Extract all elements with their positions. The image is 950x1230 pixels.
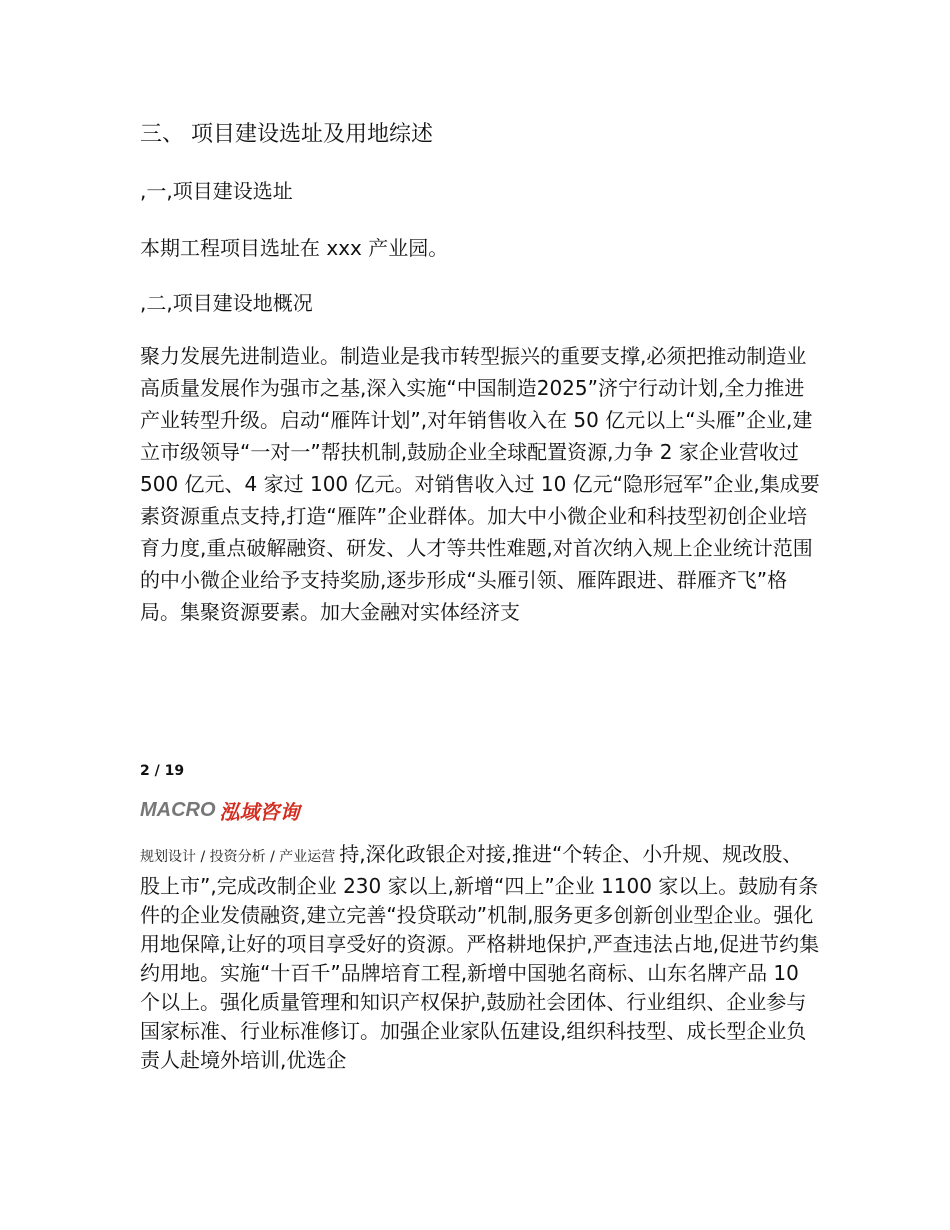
subsection-overview-title: ,二,项目建设地概况 — [140, 291, 313, 315]
logo-latin-text: MACRO — [140, 798, 216, 821]
continued-paragraph-text: 持,深化政银企对接,推进“个转企、小升规、规改股、股上市”,完成改制企业 230 家以上,新增“四上”企业 1100 家以上。鼓励有条件的企业发债融资,建立完善“投贷联动”机制,服务更多创新创业型企业。强化用地保障,让好的项目享受好的资源。严格耕地保护,严查违法占地,促进节约集约用地。实施“十百千”品牌培育工程,新增中国驰名商标、山东名牌产品 10 个以上。强化质量管理和知识产权保护,鼓励社会团体、行业组织、企业参与国家标准、行业标准修订。加强企业家队伍建设,组织科技型、成长型企业负责人赴境外培训,优选企 — [140, 842, 820, 1072]
page-number: 2 / 19 — [140, 763, 185, 779]
section-heading: 三、 项目建设选址及用地综述 — [140, 122, 433, 147]
company-logo — [140, 797, 300, 823]
overview-paragraph: 聚力发展先进制造业。制造业是我市转型振兴的重要支撑,必须把推动制造业高质量发展作为强市之基,深入实施“中国制造2025”济宁行动计划,全力推进产业转型升级。启动“雁阵计划”,对年销售收入在 50 亿元以上“头雁”企业,建立市级领导“一对一”帮扶机制,鼓励企业全球配置资源,力争 2 家企业营收过 500 亿元、4 家过 100 亿元。对销售收入过 10 亿元“隐形冠军”企业,集成要素资源重点支持,打造“雁阵”企业群体。加大中小微企业和科技型初创企业培育力度,重点破解融资、研发、人才等共性难题,对首次纳入规上企业统计范围的中小微企业给予支持奖励,逐步形成“头雁引领、雁阵跟进、群雁齐飞”格局。集聚资源要素。加大金融对实体经济支 — [140, 344, 820, 624]
subsection-site-title: ,一,项目建设选址 — [140, 179, 293, 203]
logo-chinese-text: 泓域咨询 — [219, 799, 300, 824]
header-tagline: 规划设计 / 投资分析 / 产业运营 — [140, 849, 336, 865]
site-location-text: 本期工程项目选址在 xxx 产业园。 — [140, 236, 449, 260]
continued-paragraph — [140, 840, 820, 1075]
